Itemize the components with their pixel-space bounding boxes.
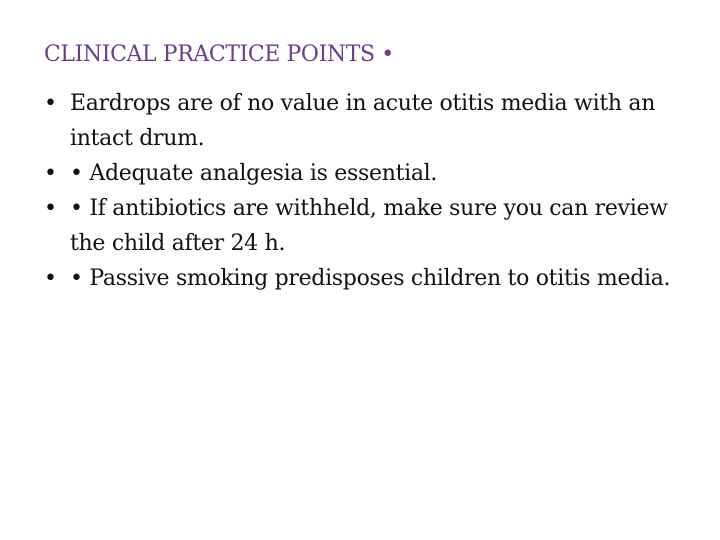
bullet-dot-icon: • bbox=[44, 266, 57, 291]
bullet-item bbox=[44, 156, 684, 191]
bullet-dot-icon: • bbox=[44, 161, 57, 186]
bullet-item bbox=[44, 261, 684, 296]
bullet-dot-icon: • bbox=[44, 196, 57, 221]
bullet-text: • If antibiotics are withheld, make sure you can review the child after 24 h. bbox=[70, 196, 668, 256]
bullet-text: • Adequate analgesia is essential. bbox=[70, 161, 438, 186]
bullet-item bbox=[44, 191, 684, 261]
bullet-text: Eardrops are of no value in acute otitis media with an intact drum. bbox=[70, 91, 656, 151]
bullet-list bbox=[44, 86, 684, 296]
slide-title: CLINICAL PRACTICE POINTS • bbox=[44, 42, 394, 67]
bullet-item bbox=[44, 86, 684, 156]
bullet-dot-icon: • bbox=[44, 91, 57, 116]
bullet-text: • Passive smoking predisposes children to otitis media. bbox=[70, 266, 671, 291]
